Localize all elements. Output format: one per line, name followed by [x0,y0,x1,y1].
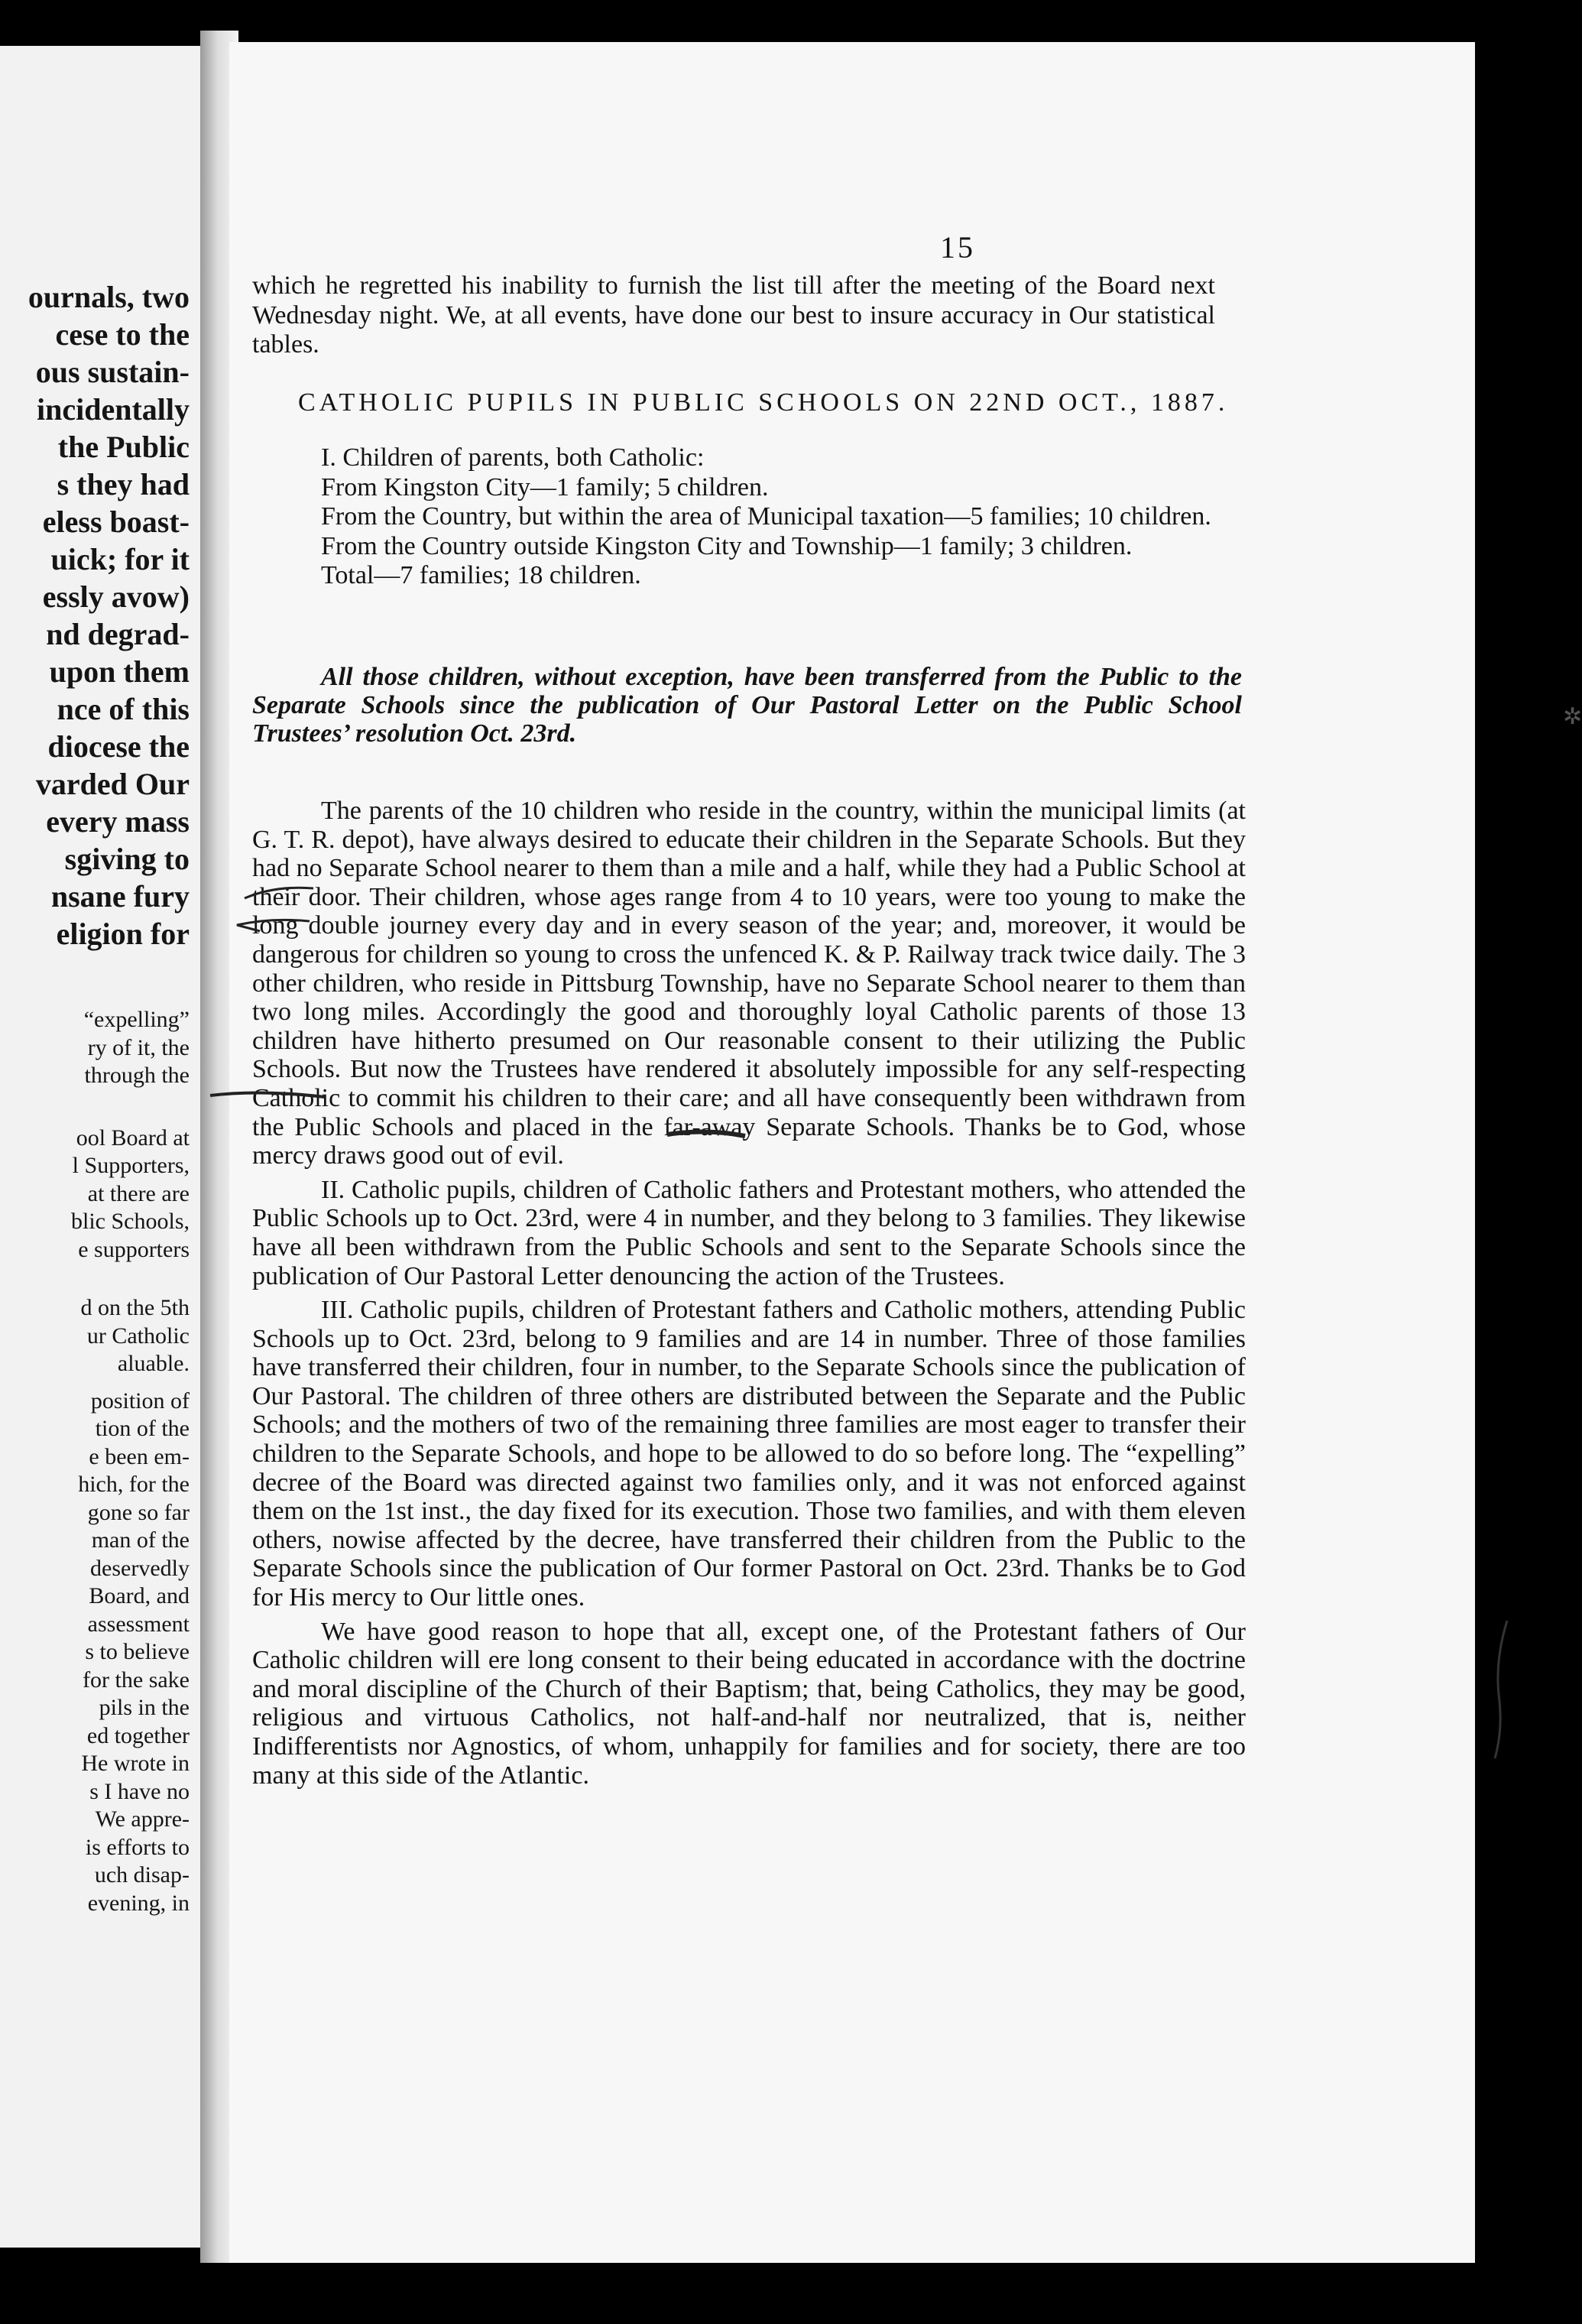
previous-page-line: e been em- [89,1443,190,1469]
previous-page-line: We appre- [95,1806,190,1832]
margin-bracket-mark [1490,1617,1513,1762]
previous-page-line: He wrote in [81,1751,190,1776]
previous-page-line: l Supporters, [72,1153,190,1178]
previous-page-line: uch disap- [94,1862,190,1887]
previous-page-line: for the sake [83,1667,190,1693]
previous-page-line: the Public [57,430,190,464]
pen-underline [665,1127,749,1142]
margin-mark-icon: ✲ [1563,704,1582,729]
previous-page-line: ournals, two [28,280,190,314]
previous-page-line: “expelling” [83,1007,190,1032]
previous-page-line: ed together [86,1722,190,1748]
previous-page-line: position of [90,1388,190,1414]
previous-page-line: assessment [87,1611,190,1637]
page-number: 15 [940,230,975,265]
list-item: From the Country, but within the area of Municipal taxation—5 families; 10 children. [321,502,1211,531]
document-page [229,42,1582,2263]
previous-page-line: nd degrad- [46,617,190,651]
paragraph: The parents of the 10 children who reside in the country, within the municipal limits (at G. T. R. depot), have always desired to educate their children in the Separate Schools. But they had no Separate School nearer to them than a mile and a half, while they had a Public School at their door. Their children, whose ages range from 4 to 10 years, were too young to make the long double journey every day and in every season of the year; and, moreover, it would be dangerous for children so young to cross the unfenced K. & P. Railway track twice daily. The 3 other children, who reside in Pittsburg Township, have no Separate School nearer to them than two long miles. Accordingly the good and thoroughly loyal Catholic parents of those 13 children have hitherto presumed on Our reasonable consent to their utilizing the Public Schools. But now the Trustees have rendered it absolutely impossible for any self-respecting Catholic to commit his children to their care; and all have consequently been withdrawn from the Public Schools and placed in the far-away Separate Schools. Thanks be to God, whose mercy draws good out of evil. [252,797,1246,1170]
previous-page-line: diocese the [47,729,190,764]
list-item: From the Country outside Kingston City and Township—1 family; 3 children. [321,531,1133,560]
previous-page-fragment [0,46,200,2248]
intro-paragraph [252,271,1215,360]
previous-page-line: ry of it, the [87,1034,190,1060]
previous-page-line: gone so far [87,1499,190,1525]
statistics-list [252,443,1238,591]
previous-page-line: pils in the [99,1695,190,1720]
list-item: I. Children of parents, both Catholic: [321,443,705,472]
previous-page-line: eligion for [56,917,190,951]
previous-page-line: ous sustain- [35,355,190,389]
body-text [252,797,1246,1795]
paragraph: II. Catholic pupils, children of Catholic fathers and Protestant mothers, who attended the Public Schools up to Oct. 23rd, were 4 in number, and they belong to 3 families. They likewise have all been withdrawn from the Public Schools and sent to the Separate Schools since the publication of Our Pastoral Letter denouncing the action of the Trustees. [252,1175,1246,1290]
previous-page-line: hich, for the [78,1472,190,1497]
previous-page-line: d on the 5th [80,1295,190,1320]
section-heading: CATHOLIC PUPILS IN PUBLIC SCHOOLS ON 22ND OCT., 1887. [298,388,1229,417]
paragraph: We have good reason to hope that all, except one, of the Protestant fathers of Our Catholic children will ere long consent to their being educated in accordance with the doctrine and moral discipline of the Church of their Baptism; that, being Catholics, they may be good, religious and virtuous Catholics, not half-and-half nor neutralized, that is, neither Indifferentists nor Agnostics, of whom, unhappily for families and for society, there are too many at this side of the Atlantic. [252,1617,1246,1790]
previous-page-line: Board, and [89,1583,190,1608]
list-item: From Kingston City—1 family; 5 children. [321,472,769,501]
pen-annotation-arrow [206,1082,329,1112]
paragraph: III. Catholic pupils, children of Protestant fathers and Catholic mothers, attending Public Schools up to Oct. 23rd, belong to 9 families and are 14 in number. Three of those families have transferred their children, four in number, to the Separate Schools since the publication of Our Pastoral. The children of three others are distributed between the Separate and the Public Schools; and the mothers of two of the remaining three families are most eager to transfer their children to the Separate Schools, and hope to be allowed to do so before long. The “expelling” decree of the Board was directed against two families only, and it was not enforced against them on the 1st inst., the day fixed for its execution. Those two families, and with them eleven others, nowise affected by the decree, have transferred their children from the Public to the Separate Schools since the publication of Our former Pastoral on Oct. 23rd. Thanks be to God for His mercy to Our little ones. [252,1296,1246,1612]
previous-page-line: at there are [87,1180,190,1206]
previous-page-line: incidentally [36,392,190,427]
italic-note [252,663,1242,748]
previous-page-line: aluable. [117,1351,190,1376]
previous-page-line: nce of this [57,692,190,726]
previous-page-line: ool Board at [76,1125,190,1151]
previous-page-line: tion of the [95,1416,190,1441]
previous-page-line: man of the [91,1527,190,1553]
previous-page-line: deservedly [90,1555,190,1581]
previous-page-line: nsane fury [50,879,190,914]
previous-page-line: s they had [57,467,190,501]
intro-text: which he regretted his inability to furnish the list till after the meeting of the Board next Wednesday night. We, at all events, have done our best to insure accuracy in Our statistical tables. [252,271,1215,359]
previous-page-line: through the [84,1063,190,1088]
previous-page-line: s to believe [85,1639,190,1664]
previous-page-line: e supporters [78,1236,190,1262]
previous-page-line: evening, in [87,1890,190,1916]
previous-page-line: is efforts to [85,1834,190,1860]
previous-page-line: s I have no [89,1778,190,1804]
previous-page-line: essly avow) [42,579,190,614]
italic-note-text: All those children, without exception, have been transferred from the Public to the Separate Schools since the publication of Our Pastoral Letter on the Public School Trustees’ resolution Oct. 23rd. [252,663,1242,748]
previous-page-line: sgiving to [64,842,190,876]
previous-page-line: cese to the [55,317,190,352]
previous-page-line: every mass [46,804,190,839]
pen-annotation-arrow [229,879,321,940]
previous-page-line: eless boast- [42,505,190,539]
previous-page-line: ur Catholic [86,1323,190,1349]
previous-page-line: blic Schools, [71,1209,190,1234]
previous-page-line: uick; for it [50,542,190,576]
list-item: Total—7 families; 18 children. [321,561,641,589]
previous-page-line: varded Our [35,767,190,801]
previous-page-line: upon them [49,654,190,689]
